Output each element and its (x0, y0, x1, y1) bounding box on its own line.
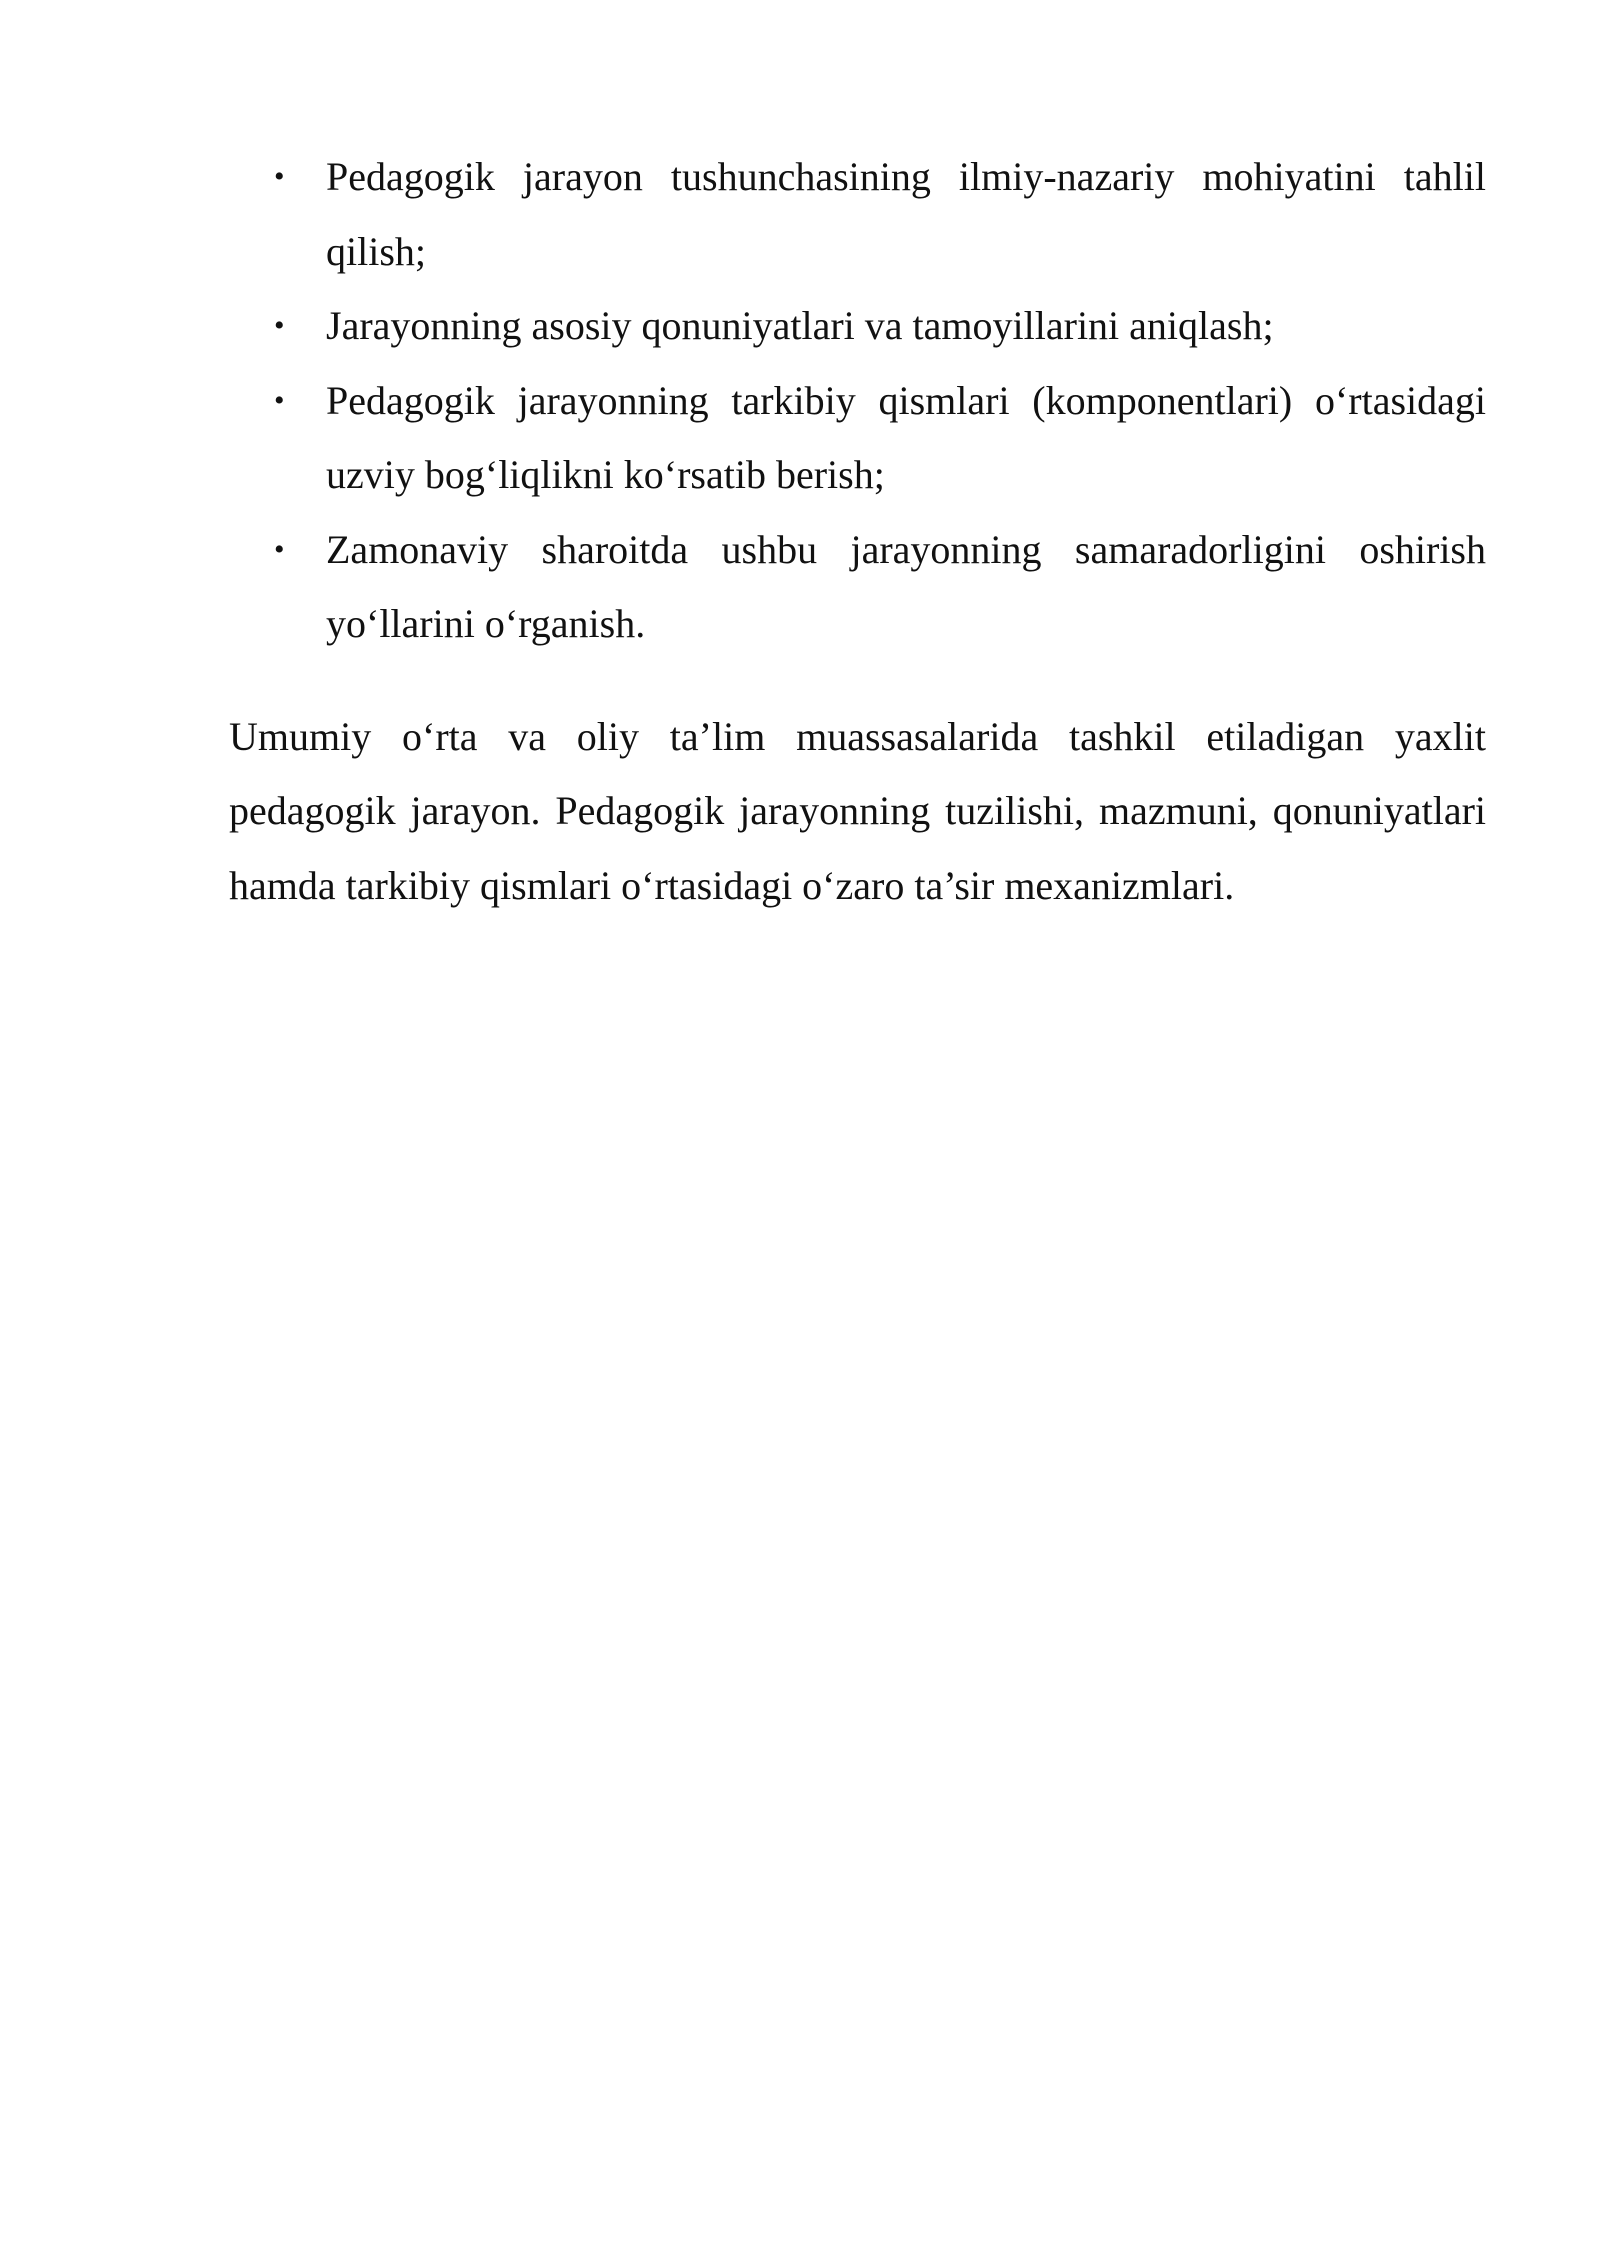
document-body (229, 140, 1486, 923)
list-item-text: Zamonaviy sharoitda ushbu jarayonning samaradorligini oshirish yo‘llarini o‘rganish. (326, 526, 1486, 646)
list-item-text: Jarayonning asosiy qonuniyatlari va tamoyillarini aniqlash; (326, 303, 1274, 348)
list-item (229, 364, 1486, 513)
bullet-icon: • (274, 383, 285, 417)
list-item (229, 289, 1486, 364)
objectives-list (229, 140, 1486, 662)
bullet-icon: • (274, 532, 285, 566)
bullet-icon: • (274, 309, 285, 342)
list-item-text: Pedagogik jarayonning tarkibiy qismlari (komponentlari) o‘rtasidagi uzviy bog‘liqlikni ko‘rsatib berish; (326, 377, 1486, 497)
list-item (229, 513, 1486, 662)
list-item-text: Pedagogik jarayon tushunchasining ilmiy-nazariy mohiyatini tahlil qilish; (326, 154, 1486, 274)
bullet-icon: • (274, 160, 285, 193)
body-paragraph: Umumiy o‘rta va oliy ta’lim muassasalarida tashkil etiladigan yaxlit pedagogik jarayon. Pedagogik jarayonning tuzilishi, mazmuni, qonuniyatlari hamda tarkibiy qismlari o‘rtasidagi o‘zaro ta’sir mexanizmlari. (229, 713, 1486, 908)
list-item (229, 140, 1486, 289)
